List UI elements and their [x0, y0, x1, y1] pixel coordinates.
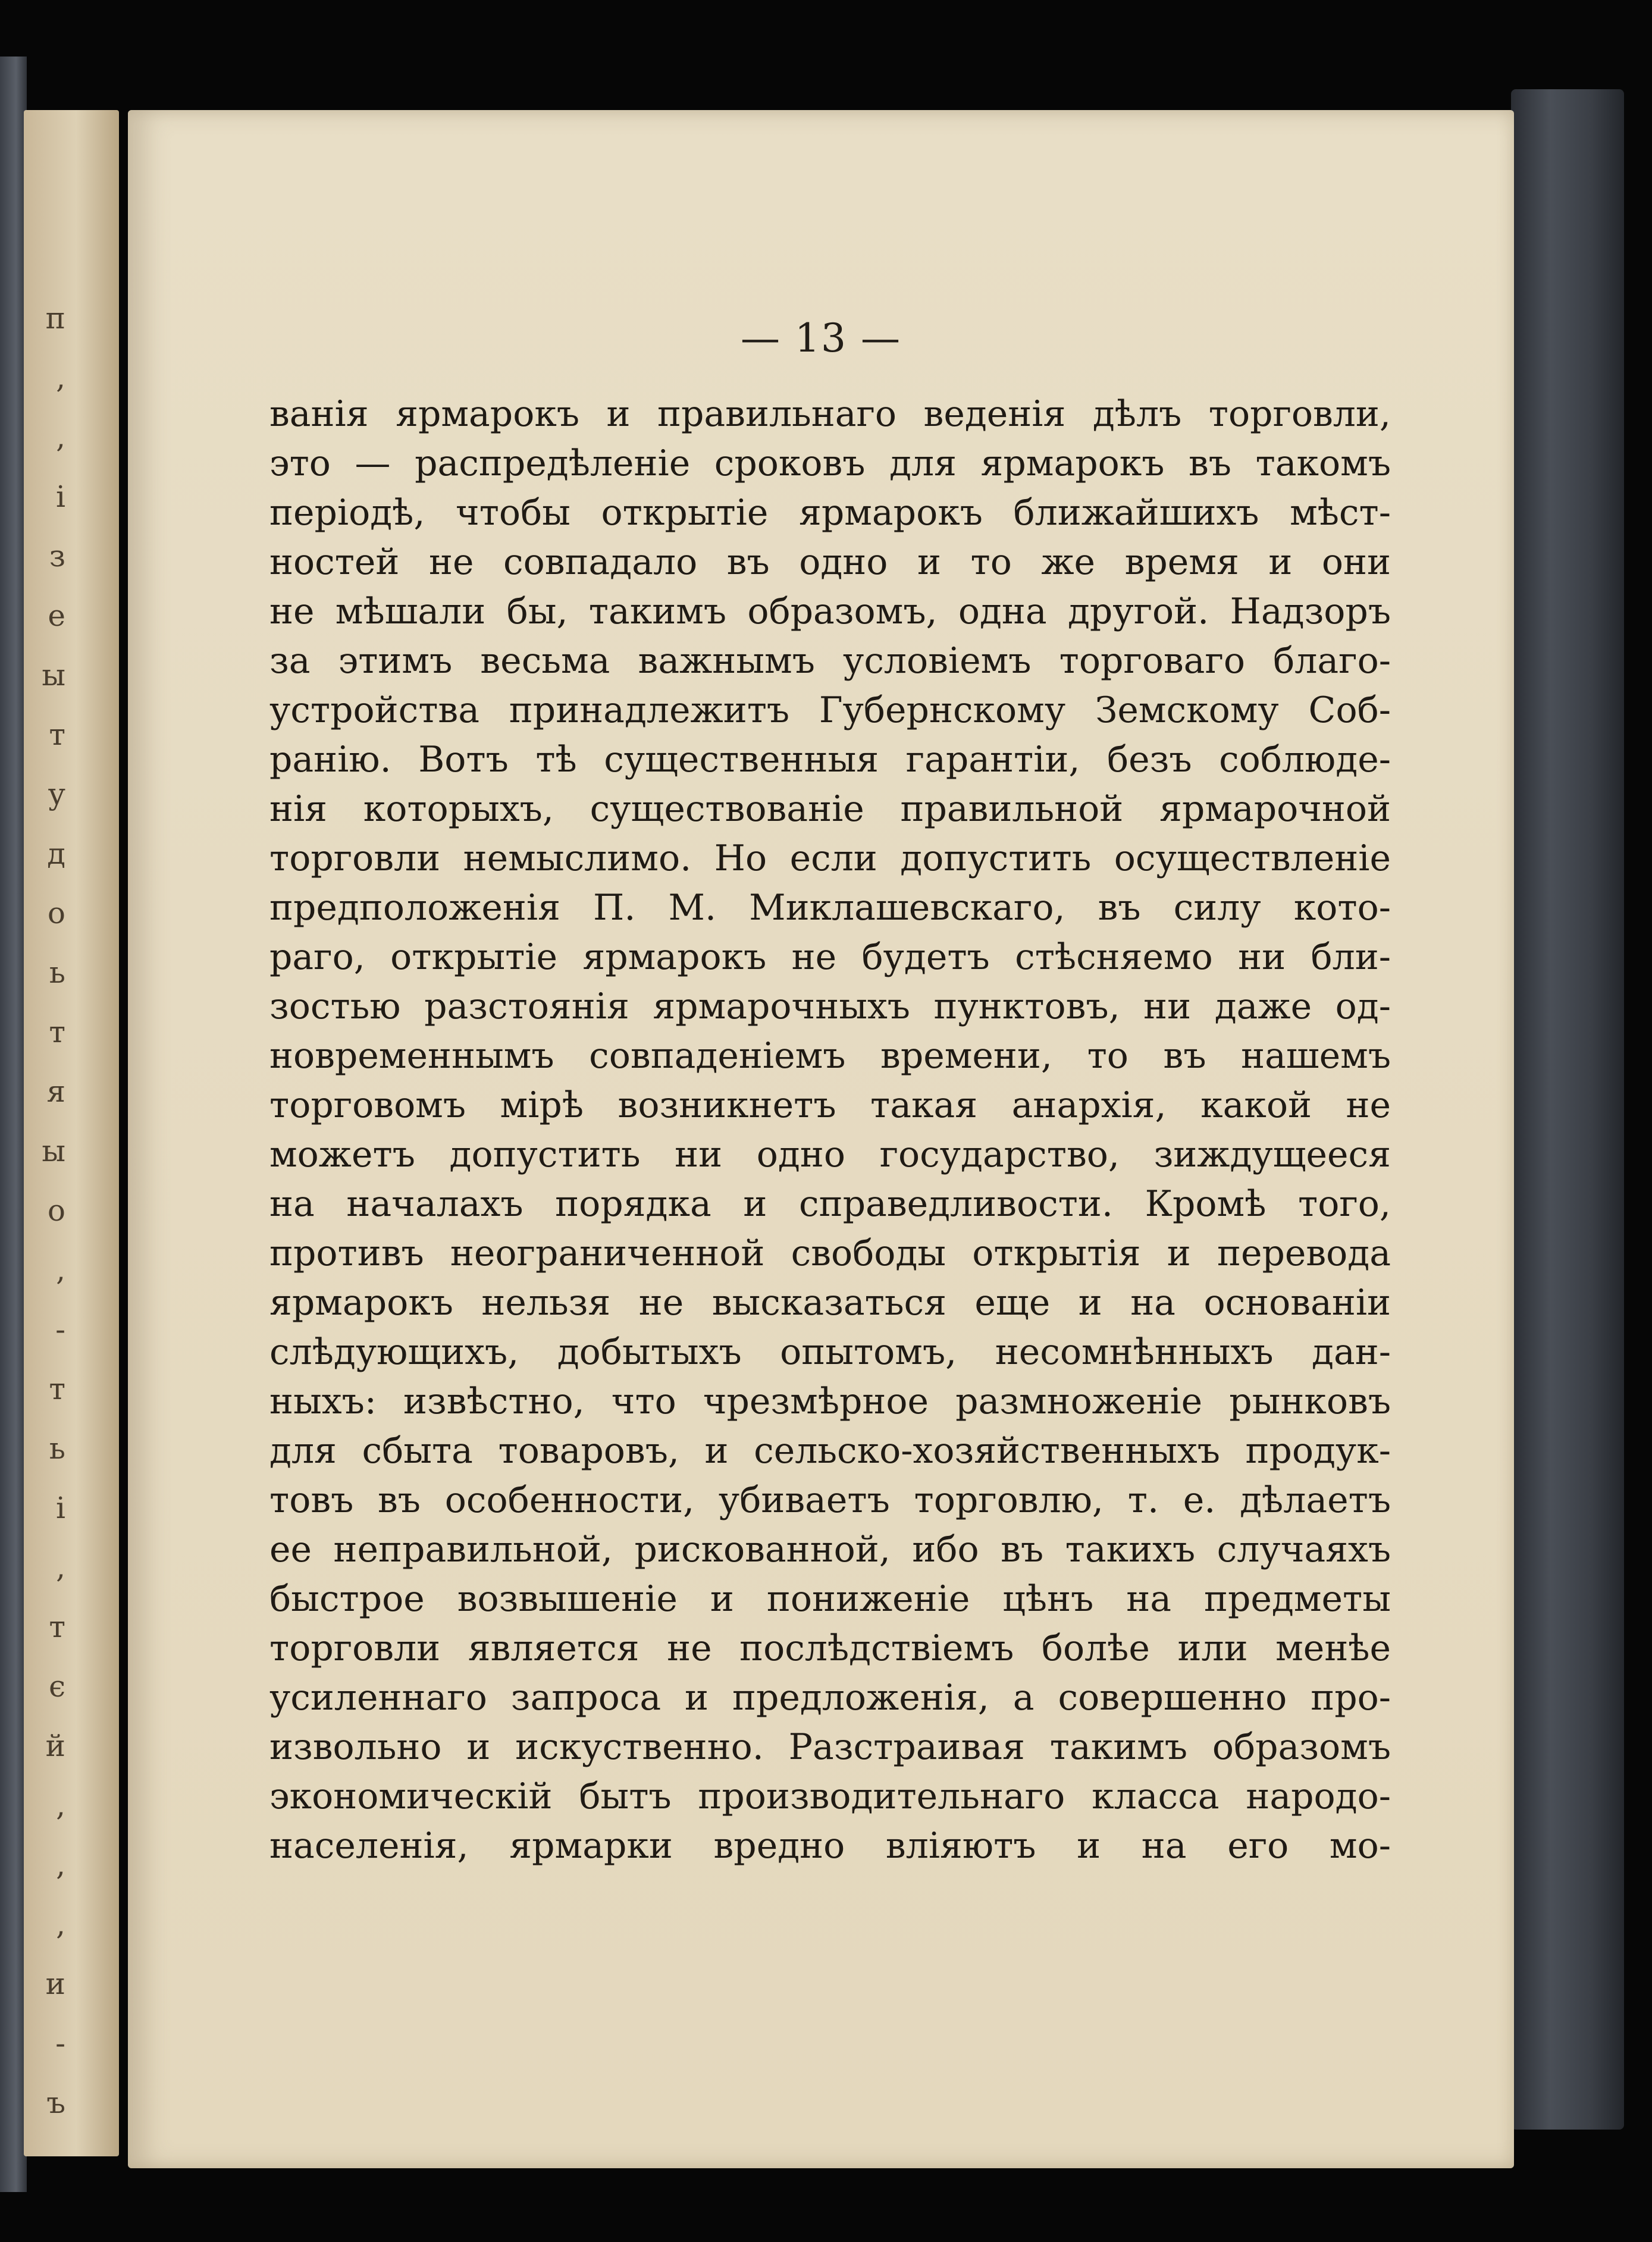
- text-line: ностей не совпадало въ одно и то же время и они: [269, 541, 1391, 583]
- bleed-glyph: ,: [56, 1253, 65, 1287]
- bleed-glyph: з: [49, 539, 65, 573]
- bleed-glyph: я: [46, 1074, 65, 1109]
- bleed-glyph: ,: [56, 420, 65, 454]
- text-line: на началахъ порядка и справедливости. Кромѣ того,: [269, 1183, 1391, 1225]
- bleed-glyph: т: [49, 1610, 65, 1644]
- bleed-glyph: ь: [49, 1431, 65, 1466]
- text-line: устройства принадлежитъ Губернскому Земскому Соб-: [269, 689, 1391, 731]
- text-line: слѣдующихъ, добытыхъ опытомъ, несомнѣнныхъ дан-: [269, 1331, 1391, 1373]
- bleed-glyph: і: [56, 479, 65, 514]
- text-line: за этимъ весьма важнымъ условіемъ торговаго благо-: [269, 640, 1391, 682]
- text-line: новременнымъ совпаденіемъ времени, то въ нашемъ: [269, 1035, 1391, 1077]
- text-line: періодѣ, чтобы открытіе ярмарокъ ближайшихъ мѣст-: [269, 492, 1391, 534]
- bleed-glyph: -: [55, 2026, 65, 2061]
- text-line: это — распредѣленіе сроковъ для ярмарокъ въ такомъ: [269, 443, 1391, 484]
- bleed-glyph: у: [48, 777, 65, 811]
- bleed-glyph: е: [48, 598, 65, 633]
- page-body-text: [269, 390, 1391, 1871]
- text-line: усиленнаго запроса и предложенія, а совершенно про-: [269, 1677, 1391, 1719]
- text-line: быстрое возвышеніе и пониженіе цѣнъ на предметы: [269, 1578, 1391, 1620]
- bleed-glyph: є: [48, 1669, 65, 1704]
- bleed-glyph: й: [45, 1729, 65, 1763]
- bleed-glyph: т: [49, 1015, 65, 1049]
- bleed-glyph: і: [56, 1491, 65, 1525]
- text-line: ее неправильной, рискованной, ибо въ такихъ случаяхъ: [269, 1529, 1391, 1570]
- text-line: для сбыта товаровъ, и сельско-хозяйственныхъ продук-: [269, 1430, 1391, 1472]
- text-line: экономическій бытъ производительнаго класса народо-: [269, 1776, 1391, 1817]
- text-line: зостью разстоянія ярмарочныхъ пунктовъ, ни даже од-: [269, 986, 1391, 1027]
- bleed-glyph: т: [49, 717, 65, 752]
- bleed-glyph: и: [45, 1967, 65, 2001]
- bleed-glyph: д: [47, 836, 65, 871]
- bleed-glyph: ь: [49, 955, 65, 990]
- text-line: предположенія П. М. Миклашевскаго, въ силу кото-: [269, 887, 1391, 929]
- bleed-glyph: ,: [56, 360, 65, 395]
- page-number: — 13 —: [741, 315, 901, 361]
- bleed-glyph: -: [55, 1312, 65, 1347]
- bleed-glyph: ъ: [46, 2086, 65, 2120]
- text-line: ярмарокъ нельзя не высказаться еще и на основаніи: [269, 1282, 1391, 1324]
- text-line: торговли немыслимо. Но если допустить осуществленіе: [269, 838, 1391, 879]
- text-line: ранію. Вотъ тѣ существенныя гарантіи, безъ соблюде-: [269, 739, 1391, 780]
- text-line: не мѣшали бы, такимъ образомъ, одна другой. Надзоръ: [269, 591, 1391, 632]
- bleed-glyph: ,: [56, 1788, 65, 1823]
- bleed-glyph: ы: [42, 658, 65, 692]
- bleed-glyph: т: [49, 1372, 65, 1406]
- bleed-glyph: п: [45, 301, 65, 335]
- bleed-glyph: о: [47, 1193, 65, 1228]
- text-line: извольно и искуственно. Разстраивая такимъ образомъ: [269, 1726, 1391, 1768]
- text-line: противъ неограниченной свободы открытія и перевода: [269, 1233, 1391, 1274]
- bleed-glyph: ,: [56, 1550, 65, 1585]
- text-line: ванія ярмарокъ и правильнаго веденія дѣлъ торговли,: [269, 393, 1391, 435]
- book-binding: [0, 57, 27, 2192]
- bleed-glyph: о: [47, 896, 65, 930]
- bleed-glyph: ,: [56, 1848, 65, 1882]
- book-cover-edge: [1511, 89, 1624, 2130]
- bleed-glyph: ы: [42, 1134, 65, 1168]
- previous-page-edge: [24, 110, 119, 2156]
- text-line: нія которыхъ, существованіе правильной ярмарочной: [269, 788, 1391, 830]
- text-line: товъ въ особенности, убиваетъ торговлю, т. е. дѣлаетъ: [269, 1479, 1391, 1521]
- bleed-glyph: ,: [56, 1907, 65, 1942]
- text-line: ныхъ: извѣстно, что чрезмѣрное размноженіе рынковъ: [269, 1381, 1391, 1422]
- text-line: населенія, ярмарки вредно вліяютъ и на его мо-: [269, 1825, 1391, 1867]
- text-line: торговли является не послѣдствіемъ болѣе или менѣе: [269, 1628, 1391, 1669]
- text-line: торговомъ мірѣ возникнетъ такая анархія, какой не: [269, 1084, 1391, 1126]
- text-line: раго, открытіе ярмарокъ не будетъ стѣсняемо ни бли-: [269, 936, 1391, 978]
- text-line: можетъ допустить ни одно государство, зиждущееся: [269, 1134, 1391, 1175]
- previous-page-text-edge: [24, 289, 65, 2133]
- book-page: [128, 110, 1514, 2168]
